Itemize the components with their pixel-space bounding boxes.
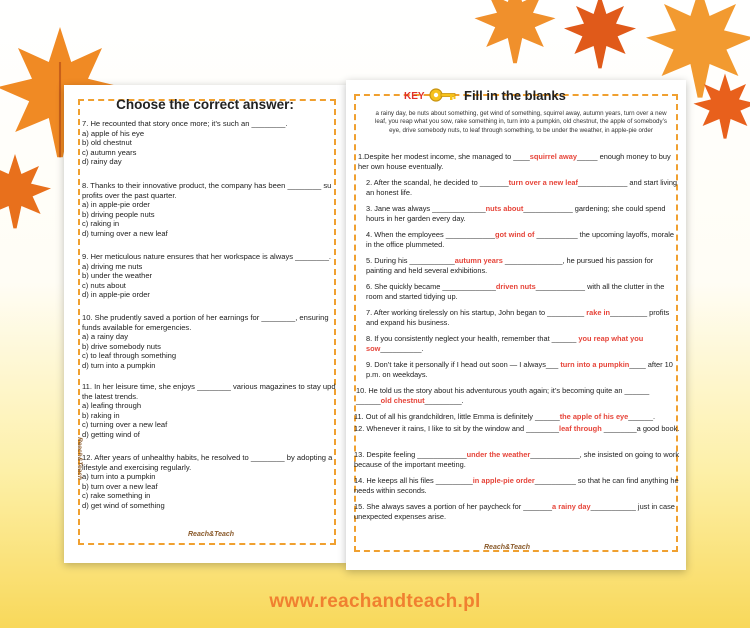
list-item: 2. After the scandal, he decided to _______turn over a new leaf____________ and start living an honest life. (366, 178, 678, 197)
question-text: 8. Thanks to their innovative product, the company has been ________ su profits over the past quarter. (82, 181, 332, 200)
list-item: 15. She always saves a portion of her paycheck for _______a rainy day___________ just in case unexpected expenses arise. (354, 502, 675, 521)
answer-option: d) getting wind of (82, 429, 140, 439)
answer-option: b) drive somebody nuts (82, 341, 161, 351)
question-text: 7. He recounted that story once more; it’s such an ________. (82, 119, 288, 128)
question-text: 12. After years of unhealthy habits, he resolved to ________ by adopting a lifestyle and exercising regularly. (82, 453, 333, 472)
answer-option: c) to leaf through something (82, 351, 177, 361)
website-link[interactable]: www.reachandteach.pl (269, 591, 481, 612)
question-block (82, 181, 344, 239)
answer-option: c) autumn years (82, 147, 137, 157)
maple-leaf-icon (560, 0, 640, 70)
list-item: 1.Despite her modest income, she managed to ____squirrel away_____ enough money to buy her own house eventually. (358, 152, 671, 171)
answer-text: leaf through (559, 424, 602, 433)
list-item: 13. Despite feeling ____________under the weather____________, she insisted on going to work because of the important meeting. (354, 450, 680, 469)
answer-text: old chestnut (380, 396, 425, 405)
answer-option: b) driving people nuts (82, 209, 155, 219)
answer-text: got wind of (495, 230, 535, 239)
answer-text: autumn years (454, 256, 503, 265)
answer-option: c) rake something in (82, 491, 151, 501)
answer-option: c) raking in (82, 219, 120, 229)
key-label: KEY (404, 91, 425, 102)
brand-logo: Reach&Teach (188, 531, 235, 538)
list-item: 6. She quickly became _____________driven nuts____________ with all the clutter in the room and started tidying up. (366, 282, 665, 301)
question-block (82, 453, 344, 511)
answer-option: a) driving me nuts (82, 261, 143, 271)
answer-text: you reap what you sow (366, 334, 644, 353)
answer-option: d) rainy day (82, 157, 122, 167)
list-item: 8. If you consistently neglect your health, remember that ______ you reap what you sow__________. (366, 334, 644, 353)
answer-option: c) nuts about (82, 280, 126, 290)
list-item: 9. Don’t take it personally if I head out soon — I always___ turn into a pumpkin____ after 10 p.m. on weekdays. (366, 360, 673, 379)
answer-text: the apple of his eye (559, 412, 629, 421)
list-item: 4. When the employees ____________got wind of __________ the upcoming layoffs, morale in the office plummeted. (366, 230, 674, 249)
question-block (82, 382, 344, 440)
answer-option: a) a rainy day (82, 332, 129, 342)
answer-text: under the weather (466, 450, 531, 459)
answer-option: a) in apple-pie order (82, 200, 150, 210)
list-item: 7. After working tirelessly on his startup, John began to _________ rake in_________ profits and expand his business. (366, 308, 670, 327)
answer-key-sheet (346, 80, 686, 570)
side-logo: Reach&Teach (75, 437, 83, 480)
list-item: 5. During his ___________autumn years ______________, he pursued his passion for painting and held several exhibitions. (366, 256, 654, 275)
answer-option: b) under the weather (82, 271, 153, 281)
question-block (82, 252, 344, 300)
answer-option: b) raking in (82, 410, 120, 420)
list-item: 14. He keeps all his files _________in apple-pie order__________ so that he can find anything he needs within seconds. (354, 476, 679, 495)
list-item: 11. Out of all his grandchildren, little Emma is definitely ______the apple of his eye______. (354, 412, 655, 421)
answer-option: c) turning over a new leaf (82, 420, 168, 430)
answer-text: squirrel away (529, 152, 577, 161)
answer-text: driven nuts (495, 282, 536, 291)
quiz-title: Choose the correct answer: (116, 97, 294, 112)
answer-option: a) leafing through (82, 401, 142, 411)
answer-option: d) get wind of something (82, 500, 165, 510)
answer-text: rake in (586, 308, 611, 317)
answer-text: nuts about (485, 204, 524, 213)
quiz-sheet (64, 85, 346, 563)
list-item: 12. Whenever it rains, I like to sit by the window and ________leaf through ________a good book. (354, 424, 680, 433)
question-block (82, 313, 344, 371)
answer-option: d) turning over a new leaf (82, 228, 168, 238)
answer-text: turn into a pumpkin (560, 360, 630, 369)
answer-text: in apple-pie order (472, 476, 535, 485)
answer-text: turn over a new leaf (508, 178, 579, 187)
maple-leaf-icon (690, 70, 750, 140)
answer-option: a) turn into a pumpkin (82, 472, 156, 482)
maple-leaf-icon (0, 150, 55, 230)
fill-blanks-title: Fill in the blanks (464, 88, 566, 103)
question-text: 10. She prudently saved a portion of her earnings for ________, ensuring funds available for emergencies. (82, 313, 329, 332)
answer-option: d) in apple-pie order (82, 290, 150, 300)
word-bank: a rainy day, be nuts about something, get wind of something, squirrel away, autumn years, turn over a new leaf, you reap what you sow, rake something in, turn into a pumpkin, old chestnut, the apple of somebody’s eye, drive somebody nuts, to leaf through something, to be under the weather, in apple-pie order (375, 110, 667, 134)
answer-option: d) turn into a pumpkin (82, 360, 156, 370)
list-item: 10. He told us the story about his adventurous youth again; it’s becoming quite an ______ ______old chestnut_________. (356, 386, 650, 405)
answer-text: a rainy day (552, 502, 591, 511)
key-icon (428, 84, 458, 106)
brand-logo: Reach&Teach (484, 544, 531, 551)
answer-option: a) apple of his eye (82, 128, 145, 138)
answer-option: b) old chestnut (82, 138, 132, 148)
question-text: 11. In her leisure time, she enjoys ________ various magazines to stay upd the latest trends. (82, 382, 336, 401)
answer-option: b) turn over a new leaf (82, 481, 158, 491)
maple-leaf-icon (470, 0, 560, 65)
question-block (82, 119, 344, 167)
question-text: 9. Her meticulous nature ensures that her workspace is always ________. (82, 252, 332, 261)
list-item: 3. Jane was always _____________nuts about____________ gardening; she could spend hours in her garden every day. (366, 204, 666, 223)
